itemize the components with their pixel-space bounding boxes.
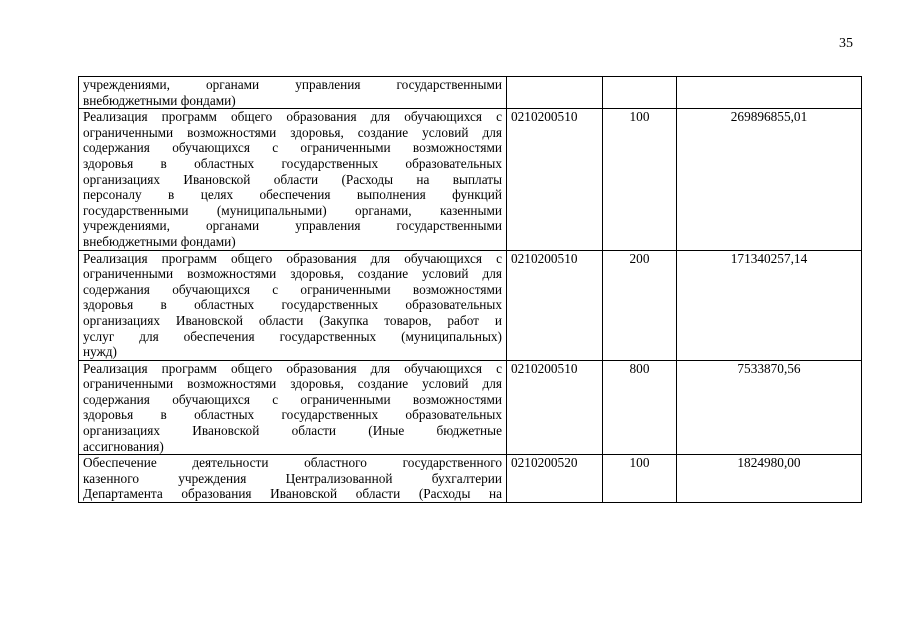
expense-name-line: государственными (муниципальными) органами, казенными — [83, 202, 502, 218]
expense-type-cell: 100 — [603, 109, 677, 250]
expense-name-cell — [79, 360, 507, 455]
expense-name-line: учреждениями, органами управления государственными — [83, 77, 502, 92]
expense-type-cell: 800 — [603, 360, 677, 455]
expense-name-line: внебюджетными фондами) — [83, 233, 236, 249]
table-row — [79, 109, 862, 250]
table-row — [79, 77, 862, 109]
expense-name-line: здоровья в областных государственных образовательных — [83, 407, 502, 423]
amount-cell — [677, 77, 862, 109]
target-article-code-cell: 0210200510 — [507, 109, 603, 250]
expense-name-cell — [79, 250, 507, 360]
expense-name-line: Департамента образования Ивановской области (Расходы на — [83, 486, 502, 502]
expense-name-line: содержания обучающихся с ограниченными возможностями — [83, 281, 502, 297]
expense-name-cell — [79, 455, 507, 503]
expense-name-line: организациях Ивановской области (Закупка товаров, работ и — [83, 312, 502, 328]
expense-name-line: учреждениями, органами управления государственными — [83, 218, 502, 234]
target-article-code-cell — [507, 77, 603, 109]
page-number: 35 — [839, 36, 853, 51]
expense-name-line: Реализация программ общего образования для обучающихся с — [83, 109, 502, 125]
expense-name-line: внебюджетными фондами) — [83, 92, 236, 108]
expense-type-cell: 100 — [603, 455, 677, 503]
expense-name-line: организациях Ивановской области (Расходы на выплаты — [83, 171, 502, 187]
expense-type-cell — [603, 77, 677, 109]
amount-cell: 1824980,00 — [677, 455, 862, 503]
table-row — [79, 360, 862, 455]
amount-cell: 171340257,14 — [677, 250, 862, 360]
expense-name-line: здоровья в областных государственных образовательных — [83, 155, 502, 171]
expense-name-cell — [79, 77, 507, 109]
expense-name-line: ограниченными возможностями здоровья, создание условий для — [83, 124, 502, 140]
amount-cell: 269896855,01 — [677, 109, 862, 250]
expense-type-cell: 200 — [603, 250, 677, 360]
expense-name-line: Обеспечение деятельности областного государственного — [83, 455, 502, 471]
target-article-code-cell: 0210200520 — [507, 455, 603, 503]
expense-name-line: услуг для обеспечения государственных (муниципальных) — [83, 328, 502, 344]
expense-name-line: ограниченными возможностями здоровья, создание условий для — [83, 266, 502, 282]
expense-name-line: казенного учреждения Централизованной бухгалтерии — [83, 470, 502, 486]
expense-name-line: ассигнования) — [83, 438, 164, 454]
expense-name-line: содержания обучающихся с ограниченными возможностями — [83, 140, 502, 156]
table-row — [79, 455, 862, 503]
target-article-code-cell: 0210200510 — [507, 250, 603, 360]
expense-name-cell — [79, 109, 507, 250]
expense-name-line: Реализация программ общего образования для обучающихся с — [83, 250, 502, 266]
expense-name-line: ограниченными возможностями здоровья, создание условий для — [83, 376, 502, 392]
amount-cell: 7533870,56 — [677, 360, 862, 455]
expense-name-line: организациях Ивановской области (Иные бюджетные — [83, 423, 502, 439]
budget-table — [78, 76, 862, 503]
expense-name-line: содержания обучающихся с ограниченными возможностями — [83, 391, 502, 407]
expense-name-line: нужд) — [83, 344, 117, 360]
expense-name-line: здоровья в областных государственных образовательных — [83, 297, 502, 313]
expense-name-line: Реализация программ общего образования для обучающихся с — [83, 360, 502, 376]
table-row — [79, 250, 862, 360]
expense-name-line: персоналу в целях обеспечения выполнения функций — [83, 187, 502, 203]
target-article-code-cell: 0210200510 — [507, 360, 603, 455]
